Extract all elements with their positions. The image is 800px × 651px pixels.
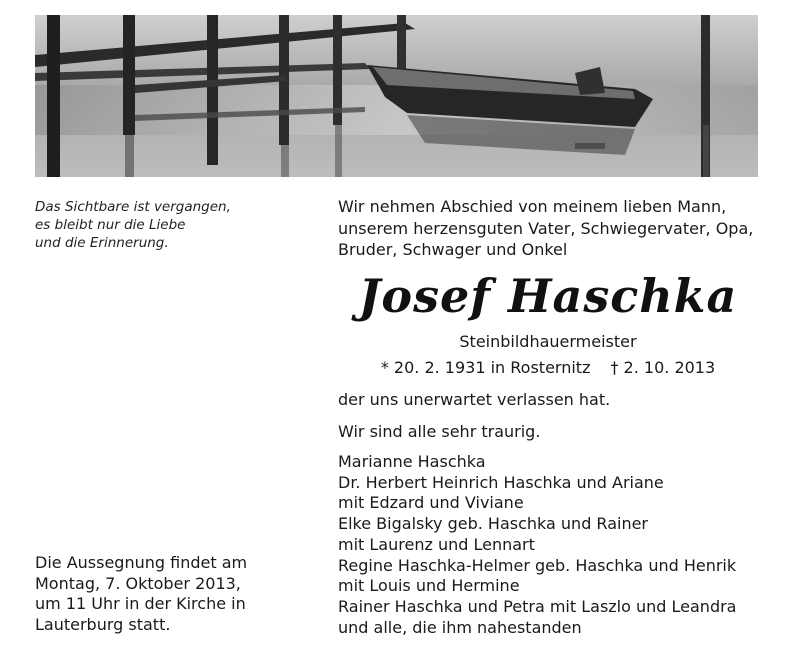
- death-date: † 2. 10. 2013: [610, 358, 716, 377]
- intro-line: unserem herzensguten Vater, Schwiegervater, Opa,: [338, 218, 754, 238]
- statement-passed: der uns unerwartet verlassen hat.: [338, 390, 611, 409]
- funeral-notice: [35, 553, 315, 636]
- mourner-line: und alle, die ihm nahestanden: [338, 617, 582, 637]
- mourner-line: Elke Bigalsky geb. Haschka und Rainer: [338, 514, 649, 534]
- deceased-profession: Steinbildhauermeister: [459, 332, 637, 351]
- intro-line: Bruder, Schwager und Onkel: [338, 240, 568, 259]
- mourner-line: Marianne Haschka: [338, 452, 486, 471]
- quote-line: und die Erinnerung.: [35, 235, 169, 251]
- birth-date: * 20. 2. 1931 in Rosternitz: [380, 358, 591, 377]
- deceased-name: Josef Haschka: [358, 269, 738, 323]
- funeral-line: Lauterburg statt.: [35, 615, 171, 635]
- intro-line: Wir nehmen Abschied von meinem lieben Mann,: [338, 197, 727, 216]
- mourner-line: mit Louis und Hermine: [338, 576, 520, 596]
- lake-pier-boat-photo: [35, 15, 758, 177]
- statement-sad: Wir sind alle sehr traurig.: [338, 422, 541, 441]
- farewell-intro: [338, 196, 778, 261]
- mourners-list: [338, 452, 778, 638]
- funeral-line: Montag, 7. Oktober 2013,: [35, 573, 241, 593]
- funeral-line: um 11 Uhr in der Kirche in: [35, 594, 246, 614]
- funeral-line: Die Aussegnung findet am: [35, 553, 248, 572]
- mourner-line: mit Edzard und Viviane: [338, 493, 524, 513]
- mourner-line: Rainer Haschka und Petra mit Laszlo und Leandra: [338, 596, 737, 616]
- mourner-line: Regine Haschka-Helmer geb. Haschka und Henrik: [338, 555, 737, 575]
- quote-line: es bleibt nur die Liebe: [35, 217, 186, 233]
- life-dates: [338, 357, 758, 379]
- mourner-line: mit Laurenz und Lennart: [338, 534, 535, 554]
- memorial-quote: [35, 198, 285, 252]
- quote-line: Das Sichtbare ist vergangen,: [35, 199, 231, 215]
- mourner-line: Dr. Herbert Heinrich Haschka und Ariane: [338, 472, 664, 492]
